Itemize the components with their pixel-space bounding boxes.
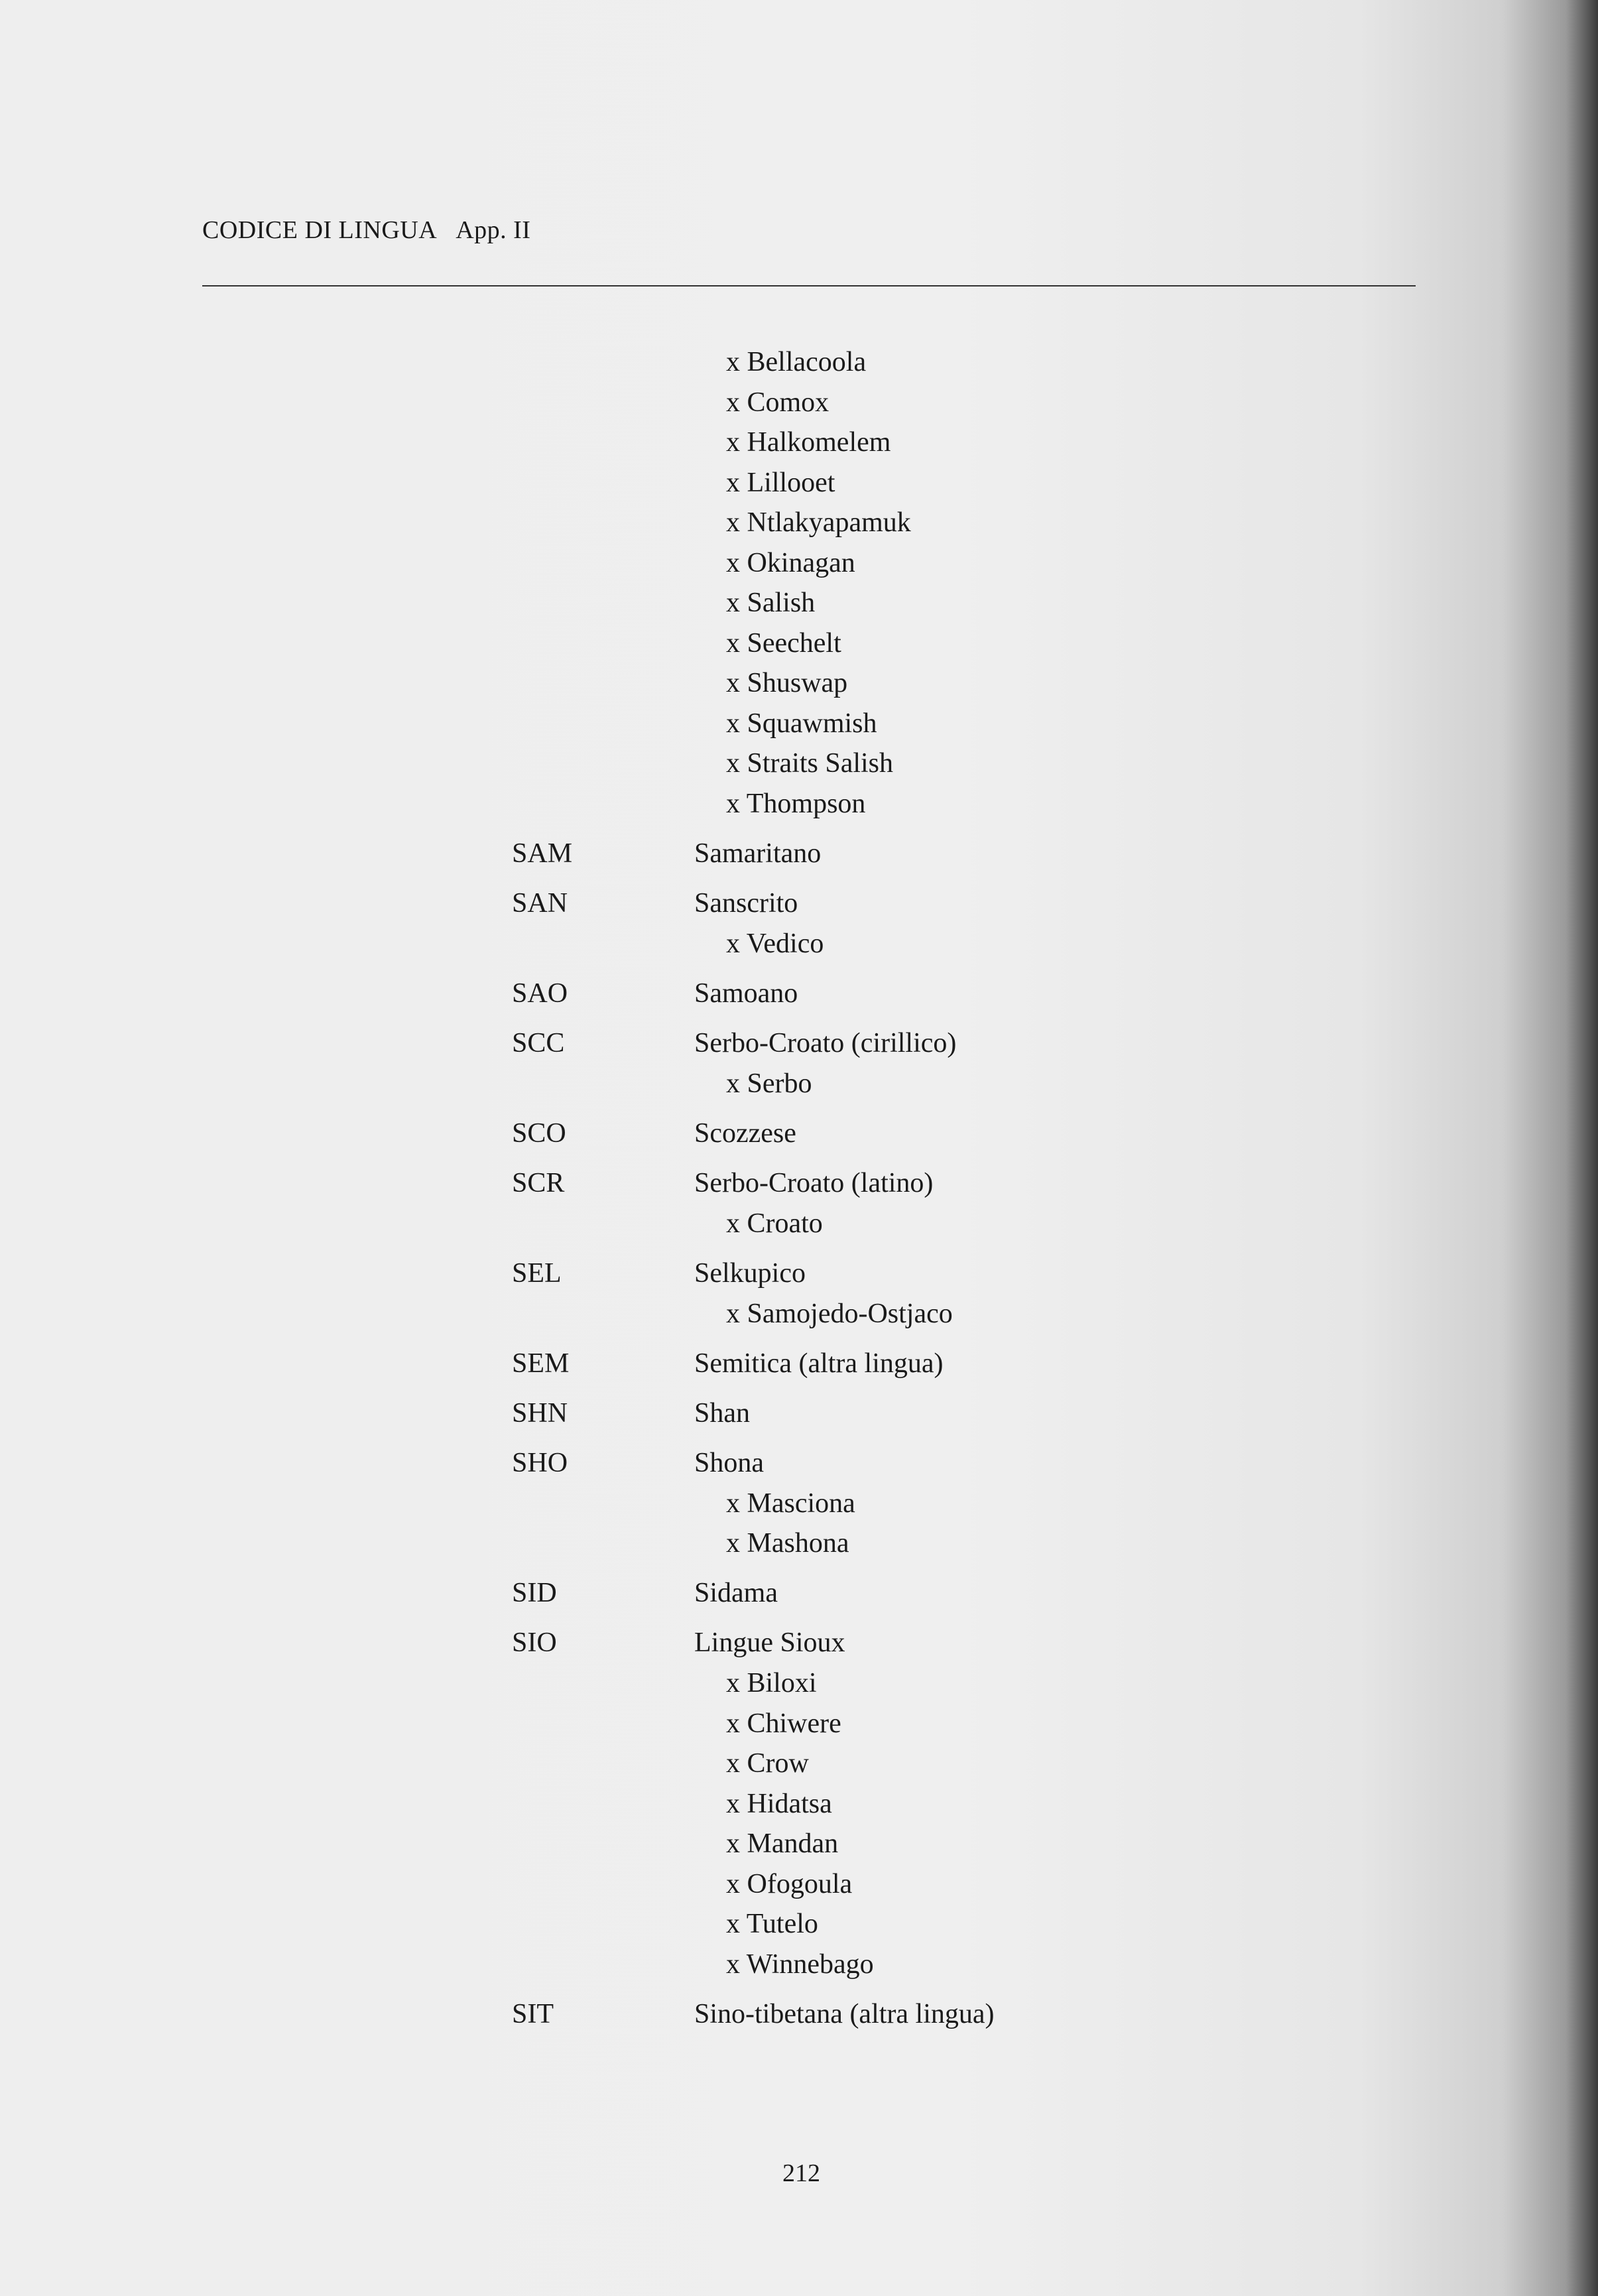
language-name: Scozzese [694,1117,796,1149]
language-name: Shona [694,1447,764,1478]
language-code: SCR [512,1167,565,1198]
language-variant: x Mandan [726,1828,839,1859]
language-variant: x Straits Salish [726,748,894,779]
language-variant: x Mashona [726,1528,849,1559]
language-variant: x Ofogoula [726,1868,853,1899]
language-variant: x Tutelo [726,1909,818,1939]
language-name: Lingue Sioux [694,1627,845,1658]
language-variant: x Okinagan [726,547,855,578]
language-variant: x Squawmish [726,708,877,739]
language-variant: x Winnebago [726,1948,874,1980]
language-code: SAM [512,838,573,869]
language-variant: x Halkomelem [726,427,891,458]
language-code: SEL [512,1257,562,1289]
language-variant: x Comox [726,387,830,418]
language-variant: x Serbo [726,1068,812,1099]
language-variant: x Seechelt [726,627,841,659]
language-variant: x Thompson [726,788,866,819]
running-header [202,216,530,245]
language-code: SAO [512,978,568,1009]
language-variant: x Ntlakyapamuk [726,507,911,538]
page-number: 212 [782,2159,820,2187]
language-name: Sidama [694,1578,778,1608]
language-variant: x Salish [726,588,816,618]
language-variant: x Masciona [726,1488,855,1519]
header-title: CODICE DI LINGUA [202,216,438,244]
language-code: SIT [512,1998,554,2029]
language-name: Serbo-Croato (latino) [694,1167,934,1198]
language-code: SHO [512,1447,568,1478]
language-code: SCO [512,1117,566,1149]
language-code: SAN [512,887,568,919]
header-rule [202,285,1416,287]
language-name: Serbo-Croato (cirillico) [694,1027,957,1058]
language-name: Sino-tibetana (altra lingua) [694,1998,995,2029]
header-section: App. II [456,216,531,244]
language-variant: x Lillooet [726,467,835,498]
language-code: SID [512,1578,557,1608]
language-variant: x Shuswap [726,668,848,698]
language-name: Selkupico [694,1257,806,1289]
language-variant: x Vedico [726,928,824,959]
language-variant: x Croato [726,1208,823,1239]
language-code: SCC [512,1027,565,1058]
language-variant: x Bellacoola [726,347,867,377]
language-code: SEM [512,1348,570,1379]
language-name: Sanscrito [694,887,798,919]
language-name: Samoano [694,978,798,1009]
language-name: Semitica (altra lingua) [694,1348,944,1379]
language-variant: x Samojedo-Ostjaco [726,1298,953,1329]
language-variant: x Chiwere [726,1708,841,1739]
language-name: Samaritano [694,838,822,869]
language-variant: x Crow [726,1748,809,1779]
language-name: Shan [694,1397,750,1429]
language-code: SIO [512,1627,557,1658]
language-variant: x Biloxi [726,1668,817,1698]
language-variant: x Hidatsa [726,1788,832,1819]
language-code: SHN [512,1397,568,1429]
